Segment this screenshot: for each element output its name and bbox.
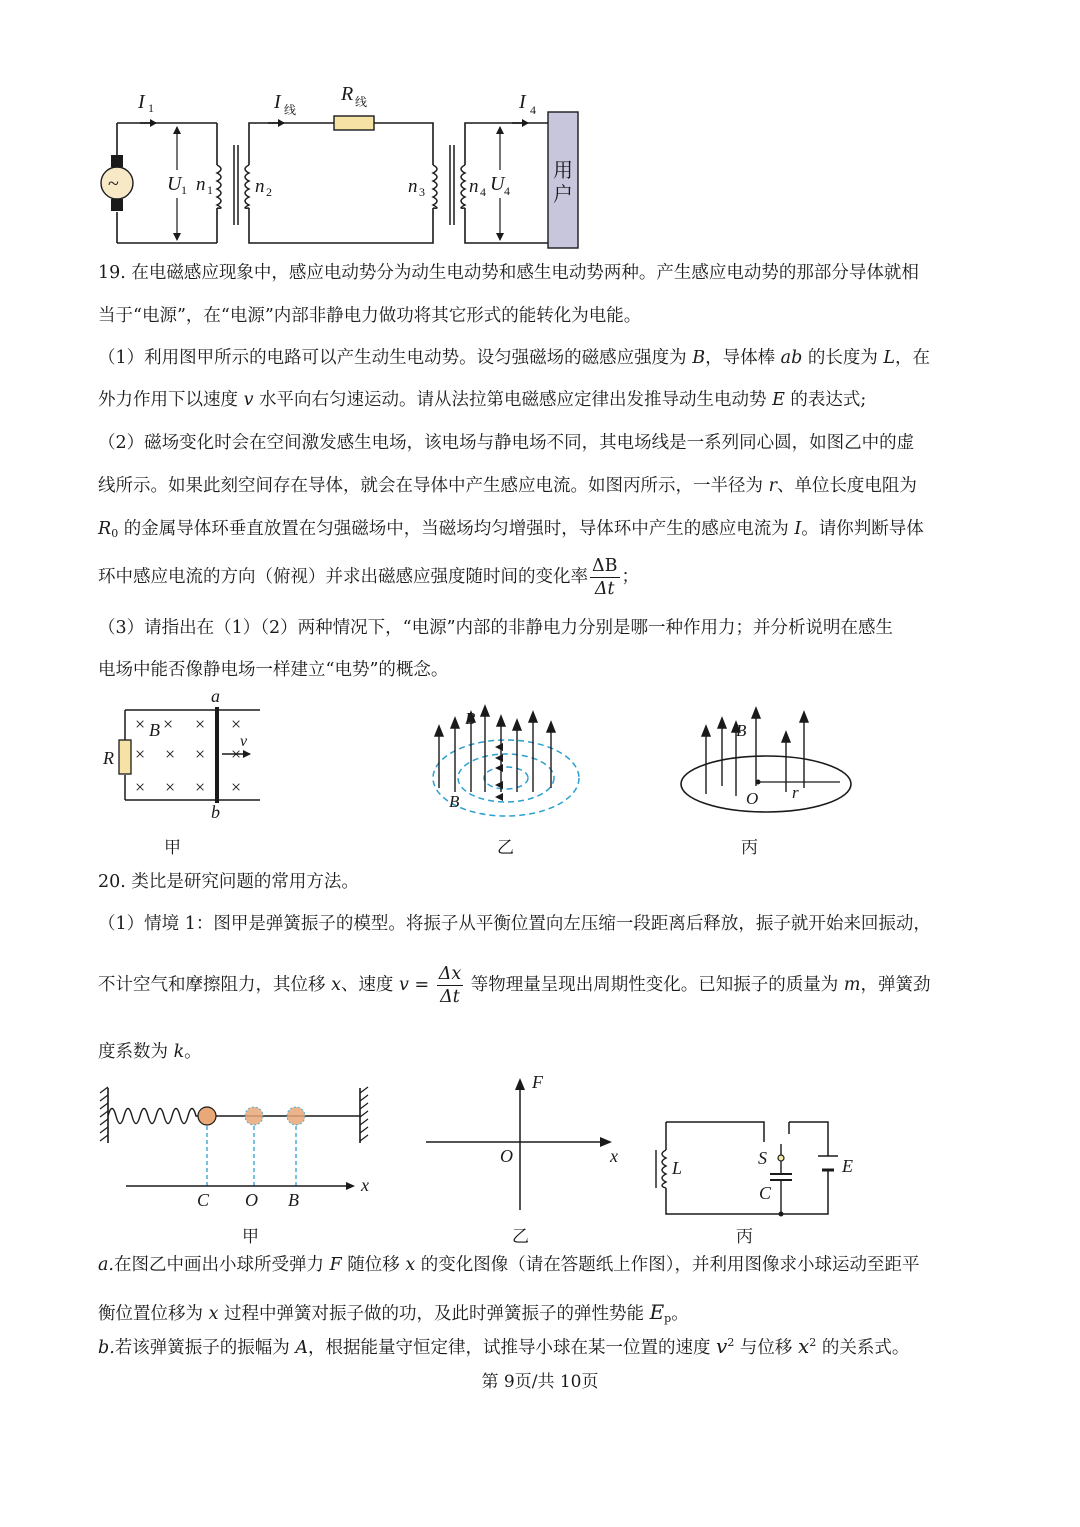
label-O-bing: O	[746, 789, 759, 808]
ball-C	[198, 1107, 216, 1125]
q20-part1-line2: 不计空气和摩擦阻力，其位移 x、速度 v = $\frac{\Delta x}{\Delta t}$ 等物理量呈现出周期性变化。已知振子的质量为 m，弹簧劲	[98, 964, 931, 1007]
user-label-2: 户	[553, 184, 573, 206]
label-E: E	[842, 1156, 853, 1176]
label-B-yi-top: B	[465, 709, 476, 728]
q20-a-line2: 衡位置位移为 x 过程中弹簧对振子做的功，及此时弹簧振子的弹性势能 $E_p$。	[98, 1300, 689, 1325]
label-I1: I	[138, 91, 145, 113]
label-I4-sub: 4	[530, 103, 536, 117]
label-v: v	[240, 733, 248, 750]
power-transmission-circuit	[0, 0, 1080, 260]
q19-part2-line1: （2）磁场变化时会在空间激发感生电场，该电场与静电场不同，其电场线是一系列同心圆，如图乙中的虚	[98, 433, 915, 453]
svg-text:×: ×	[195, 714, 206, 734]
caption-fig20-yi: 乙	[512, 1227, 529, 1247]
label-U4-sub: 4	[504, 184, 510, 198]
q19-part2-line3: $R_0$ 的金属导体环垂直放置在匀强磁场中，当磁场均匀增强时，导体环中产生的感应电流为 I。请你判断导体	[98, 519, 924, 540]
svg-text:×: ×	[195, 777, 206, 797]
fig20-jia	[96, 1083, 386, 1223]
label-C-cap: C	[759, 1183, 772, 1203]
q19-part2-line4: 环中感应电流的方向（俯视）并求出磁感应强度随时间的变化率 $\frac{\Delta B}{\Delta t}$ ；	[98, 556, 639, 599]
caption-fig19-bing: 丙	[741, 838, 758, 858]
svg-text:×: ×	[195, 744, 206, 764]
fig19-yi	[425, 692, 625, 832]
label-Rline-sub: 线	[355, 95, 368, 109]
label-B-bing: B	[736, 721, 747, 740]
caption-fig20-bing: 丙	[736, 1227, 753, 1247]
svg-text:×: ×	[231, 714, 242, 734]
fig20-yi-axes	[424, 1070, 644, 1220]
label-L: L	[672, 1158, 683, 1178]
q19-part3-line2: 电场中能否像静电场一样建立“电势”的概念。	[98, 660, 449, 680]
ball-O	[245, 1107, 263, 1125]
label-U4: U	[490, 173, 505, 195]
fig19-bing	[680, 700, 900, 830]
label-x-axis: x	[610, 1146, 618, 1166]
label-O-axis: O	[500, 1146, 513, 1166]
resistor-R	[119, 740, 131, 774]
q19-part1-line1: （1）利用图甲所示的电路可以产生动生电动势。设匀强磁场的磁感应强度为 B，导体棒 ab 的长度为 L，在	[98, 348, 931, 368]
q20-line1: 20. 类比是研究问题的常用方法。	[98, 872, 359, 892]
label-B-jia2: B	[288, 1190, 299, 1210]
svg-text:×: ×	[163, 714, 174, 734]
label-S: S	[758, 1148, 767, 1168]
q19-part2-line2: 线所示。如果此刻空间存在导体，就会在导体中产生感应电流。如图丙所示，一半径为 r、单位长度电阻为	[98, 476, 917, 496]
fig19-jia	[95, 686, 295, 830]
label-n3: n	[408, 176, 418, 197]
label-C-jia: C	[197, 1190, 210, 1210]
caption-fig19-yi: 乙	[497, 838, 514, 858]
q19-part3-line1: （3）请指出在（1）（2）两种情况下，“电源”内部的非静电力分别是哪一种作用力；并分析说明在感生	[98, 618, 894, 638]
label-B-yi-bottom: B	[449, 792, 460, 811]
svg-text:×: ×	[231, 777, 242, 797]
ac-source-symbol: ~	[108, 173, 119, 195]
svg-text:×: ×	[135, 714, 146, 734]
q19-part1-line2: 外力作用下以速度 v 水平向右匀速运动。请从法拉第电磁感应定律出发推导动生电动势 E 的表达式;	[98, 390, 867, 410]
q19-line2: 当于“电源”，在“电源”内部非静电力做功将其它形式的能转化为电能。	[98, 306, 642, 326]
ball-B	[287, 1107, 305, 1125]
label-F-axis: F	[532, 1072, 543, 1092]
label-a: a	[211, 686, 220, 706]
svg-text:×: ×	[231, 744, 242, 764]
page-footer: 第 9页/共 10页	[481, 1372, 599, 1392]
q20-part1-line3: 度系数为 k。	[98, 1042, 202, 1062]
label-Iline-sub: 线	[284, 103, 297, 117]
svg-text:×: ×	[135, 744, 146, 764]
q20-a-line1: a.在图乙中画出小球所受弹力 F 随位移 x 的变化图像（请在答题纸上作图），并利用图像求小球运动至距平	[98, 1255, 920, 1275]
label-B-jia: B	[149, 720, 160, 740]
label-n2: n	[255, 176, 265, 197]
label-R: R	[103, 748, 114, 768]
label-U1-sub: 1	[181, 183, 187, 197]
svg-text:×: ×	[135, 777, 146, 797]
q19-line1: 19. 在电磁感应现象中，感应电动势分为动生电动势和感生电动势两种。产生感应电动势的那部分导体就相	[98, 263, 919, 283]
user-label-1: 用	[553, 160, 573, 182]
caption-fig20-jia: 甲	[242, 1227, 259, 1247]
label-I4: I	[519, 91, 526, 113]
switch-S	[778, 1155, 784, 1161]
svg-text:×: ×	[165, 777, 176, 797]
label-n1-sub: 1	[207, 183, 213, 197]
fraction-dx-dt: $\frac{\Delta x}{\Delta t}$	[438, 964, 462, 1007]
label-U1: U	[167, 173, 182, 195]
label-b: b	[211, 802, 220, 822]
label-O-jia: O	[245, 1190, 258, 1210]
label-n4-sub: 4	[480, 185, 486, 199]
caption-fig19-jia: 甲	[164, 838, 181, 858]
label-I1-sub: 1	[148, 101, 154, 115]
label-n1: n	[196, 174, 206, 195]
label-n4: n	[469, 176, 479, 197]
label-Iline: I	[274, 91, 281, 113]
q20-b-line1: b.若该弹簧振子的振幅为 A，根据能量守恒定律，试推导小球在某一位置的速度 $v^2$ 与位移 $x^2$ 的关系式。	[98, 1334, 910, 1358]
label-n2-sub: 2	[266, 185, 272, 199]
line-resistor	[334, 116, 374, 130]
fig20-bing-circuit	[652, 1112, 852, 1222]
q20-part1-line1: （1）情境 1：图甲是弹簧振子的模型。将振子从平衡位置向左压缩一段距离后释放，振子就开始来回振动，	[98, 914, 931, 934]
label-r-bing: r	[792, 783, 799, 802]
label-x-jia: x	[361, 1175, 369, 1195]
label-Rline: R	[341, 83, 354, 105]
fraction-dB-dt: $\frac{\Delta B}{\Delta t}$	[592, 556, 618, 599]
label-n3-sub: 3	[419, 185, 425, 199]
svg-text:×: ×	[165, 744, 176, 764]
